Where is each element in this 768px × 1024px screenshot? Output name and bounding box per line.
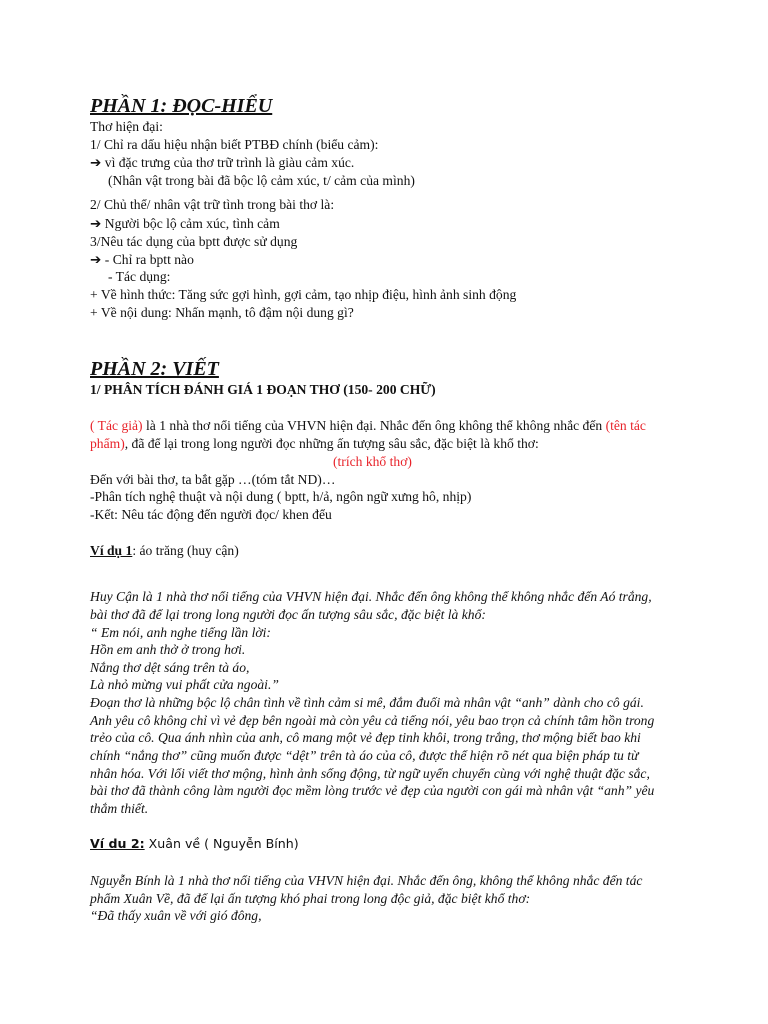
part1-line: ➔ - Chỉ ra bptt nào <box>90 252 194 267</box>
example1-line: Anh yêu cô không chỉ vì vẻ đẹp bên ngoài mà còn yêu cả tiếng nói, yêu bao trọn cả chính tâm hồn trong <box>90 713 655 728</box>
part1-line: 3/Nêu tác dụng của bptt được sử dụng <box>90 234 298 249</box>
example1-line: bài thơ đã thành công làm người đọc mềm lòng trước vẻ đẹp của người con gái mà nhân vật “anh” yêu <box>90 783 655 798</box>
example1-label: Ví dụ 1 <box>90 543 133 558</box>
intro-text: là 1 nhà thơ nổi tiếng của VHVN hiện đại. Nhắc đến ông không thể không nhắc đến <box>142 418 606 433</box>
example1-line: chính “nắng thơ” cũng muốn được “dệt” trên tà áo của cô, được thể hiện rõ nét qua biện pháp tu từ <box>90 748 639 763</box>
example2-label: Ví du 2: <box>90 836 145 851</box>
step-line: -Kết: Nêu tác động đến người đọc/ khen đểu <box>90 507 332 522</box>
step-line: -Phân tích nghệ thuật và nội dung ( bptt, h/ả, ngôn ngữ xưng hô, nhịp) <box>90 489 472 504</box>
part1-line: 2/ Chủ thể/ nhân vật trữ tình trong bài thơ là: <box>90 197 335 212</box>
pham-placeholder: phẩm) <box>90 436 125 451</box>
part1-line: 1/ Chỉ ra dấu hiệu nhận biết PTBĐ chính (biểu cảm): <box>90 137 379 152</box>
example2-line: phẩm Xuân Về, đã để lại ấn tượng khó phai trong long độc giả, đặc biệt khổ thơ: <box>90 891 531 906</box>
part1-line: - Tác dụng: <box>108 269 171 284</box>
trich-kho-tho: (trích khổ thơ) <box>333 454 412 469</box>
part1-line: Thơ hiện đại: <box>90 119 163 134</box>
example1-heading <box>90 542 239 559</box>
part1-line: + Về hình thức: Tăng sức gợi hình, gợi cảm, tạo nhịp điệu, hình ảnh sinh động <box>90 287 517 302</box>
example1-title: : áo trăng (huy cận) <box>132 543 239 558</box>
part1-line: ➔ Người bộc lộ cảm xúc, tình cảm <box>90 216 280 231</box>
example2-line: “Đã thấy xuân về với gió đông, <box>90 908 262 923</box>
example2-line: Nguyễn Bính là 1 nhà thơ nổi tiếng của VHVN hiện đại. Nhắc đến ông, không thể không nhắc đến tác <box>90 873 643 888</box>
part2-heading: PHẦN 2: VIẾT <box>90 358 219 380</box>
intro-line-2 <box>90 435 539 452</box>
tac-gia-placeholder: ( Tác giả) <box>90 418 143 433</box>
example1-line: nhân hóa. Với lối viết thơ mộng, hình ảnh sống động, từ ngữ uyển chuyển cùng với nghệ thuật đặc sắc, <box>90 766 650 781</box>
example1-line: thắm thiết. <box>90 801 149 816</box>
example1-line: Đoạn thơ là những bộc lộ chân tình về tình cảm si mê, đắm đuối mà nhân vật “anh” dành cho cô gái. <box>90 695 644 710</box>
ten-tac-placeholder: (tên tác <box>605 418 646 433</box>
part2-subheading: 1/ PHÂN TÍCH ĐÁNH GIÁ 1 ĐOẠN THƠ (150- 200 CHỮ) <box>90 382 436 397</box>
step-line: Đến với bài thơ, ta bắt gặp …(tóm tắt ND)… <box>90 472 336 487</box>
part1-line: ➔ vì đặc trưng của thơ trữ trình là giàu cảm xúc. <box>90 155 355 170</box>
example1-line: bài thơ đã để lại trong long người đọc ấn tượng sâu sắc, đặc biệt là khổ: <box>90 607 486 622</box>
example1-line: Là nhỏ mừng vui phất cửa ngoài.” <box>90 677 279 692</box>
example1-line: Hồn em anh thở ở trong hơi. <box>90 642 246 657</box>
example2-heading <box>90 835 299 852</box>
example2-title: Xuân về ( Nguyễn Bính) <box>144 836 299 851</box>
intro-text: , đã để lại trong long người đọc những ấn tượng sâu sắc, đặc biệt là khổ thơ: <box>124 436 539 451</box>
intro-line-1 <box>90 417 646 434</box>
example1-line: Huy Cận là 1 nhà thơ nổi tiếng của VHVN hiện đại. Nhắc đến ông không thể không nhắc đến Aó trắng, <box>90 589 652 604</box>
example1-line: trẻo của cô. Qua ánh nhìn của anh, cô mang một vẻ đẹp tinh khôi, trong trắng, thơ mộng biết bao khi <box>90 730 641 745</box>
part1-line: (Nhân vật trong bài đã bộc lộ cảm xúc, t/ cảm của mình) <box>108 173 415 188</box>
example1-line: “ Em nói, anh nghe tiếng lần lời: <box>90 625 271 640</box>
part1-heading: PHẦN 1: ĐỌC-HIỂU <box>90 95 273 117</box>
part1-line: + Về nội dung: Nhấn mạnh, tô đậm nội dung gì? <box>90 305 354 320</box>
example1-line: Nắng thơ dệt sáng trên tà áo, <box>90 660 250 675</box>
